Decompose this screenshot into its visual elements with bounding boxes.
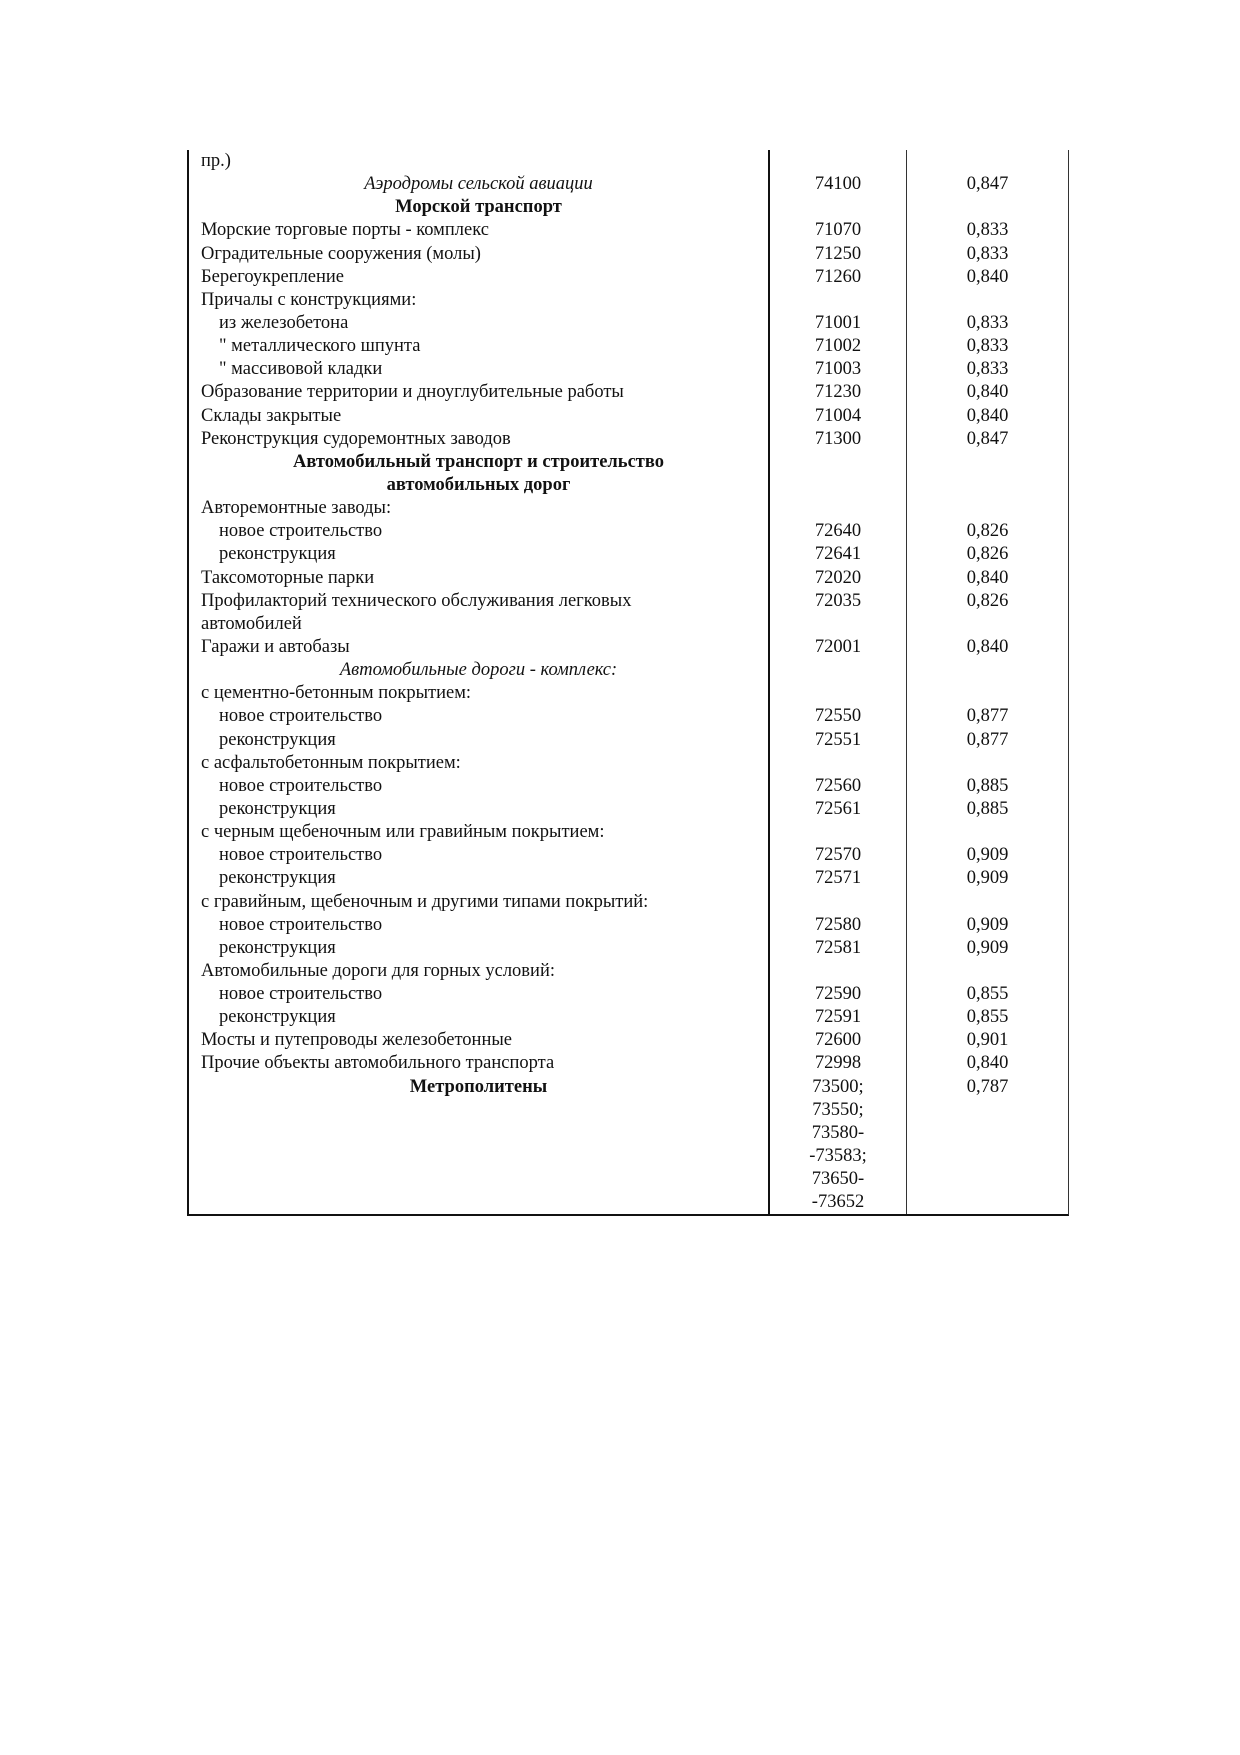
row-code: 71001 [770,312,907,335]
row-name: пр.) [189,150,770,173]
row-name: Причалы с конструкциями: [189,289,770,312]
row-code: 72571 [770,867,907,890]
row-coefficient: 0,833 [966,243,1009,264]
row-name: Автомобильные дороги для горных условий: [189,960,770,983]
row-code: 71260 [770,266,907,289]
table-row [189,1029,1068,1052]
row-code: 72580 [770,914,907,937]
table-row [189,1099,1068,1122]
row-coefficient: 0,847 [966,428,1009,449]
row-coefficient [907,1168,1068,1191]
row-coefficient: 0,833 [966,359,1009,380]
row-coefficient [907,659,1068,682]
row-coefficient: 0,885 [966,798,1009,819]
row-name: реконструкция [189,937,770,960]
row-coefficient [907,289,1068,312]
row-name: Образование территории и дноуглубительные работы [189,381,770,404]
row-coefficient [907,613,1068,636]
row-coefficient: 0,840 [966,636,1009,657]
row-code: 72640 [770,520,907,543]
row-code: 74100 [770,173,907,196]
row-coefficient: 0,840 [966,567,1009,588]
row-code: 72581 [770,937,907,960]
row-code: 72998 [770,1052,907,1075]
table-row [189,729,1068,752]
table-row [189,636,1068,659]
table-row [189,682,1068,705]
row-code: 73650- [770,1168,907,1191]
row-code: 72590 [770,983,907,1006]
row-name [189,1122,770,1145]
row-code [770,891,907,914]
row-coefficient [907,682,1068,705]
row-coefficient [907,821,1068,844]
row-name: Морской транспорт [189,196,770,219]
row-name: Склады закрытые [189,405,770,428]
row-code: 72570 [770,844,907,867]
row-name: с черным щебеночным или гравийным покрытием: [189,821,770,844]
table-row [189,150,1068,173]
row-code: 71004 [770,405,907,428]
table-row [189,497,1068,520]
row-coefficient: 0,909 [966,868,1009,889]
row-coefficient: 0,840 [966,1053,1009,1074]
table-row [189,821,1068,844]
row-code: 71250 [770,243,907,266]
row-code: 71003 [770,358,907,381]
row-code: 72020 [770,567,907,590]
table-row [189,381,1068,404]
table-row [189,844,1068,867]
row-coefficient: 0,909 [966,845,1009,866]
row-code: 72600 [770,1029,907,1052]
row-coefficient [907,451,1068,474]
row-code [770,150,907,173]
row-name: реконструкция [189,729,770,752]
row-name: " массивовой кладки [189,358,770,381]
table-row [189,1052,1068,1075]
row-name: Метрополитены [189,1076,770,1099]
row-code: 72550 [770,705,907,728]
row-code [770,289,907,312]
row-code: 72561 [770,798,907,821]
row-name: реконструкция [189,798,770,821]
table-row [189,1145,1068,1168]
table-row [189,219,1068,242]
row-code [770,196,907,219]
row-name: новое строительство [189,983,770,1006]
row-code [770,960,907,983]
row-name: Оградительные сооружения (молы) [189,243,770,266]
row-coefficient: 0,840 [966,405,1009,426]
table-row [189,196,1068,219]
table-row [189,312,1068,335]
table-row [189,243,1068,266]
row-coefficient: 0,826 [966,521,1009,542]
row-code: 73500; [770,1076,907,1099]
table-row [189,659,1068,682]
coefficients-table [187,150,1069,1216]
row-code: 71300 [770,428,907,451]
table-row [189,1191,1068,1214]
row-name: Автомобильные дороги - комплекс: [189,659,770,682]
table-row [189,613,1068,636]
row-coefficient: 0,833 [966,336,1009,357]
row-code: 71002 [770,335,907,358]
row-name: новое строительство [189,844,770,867]
table-row [189,775,1068,798]
table-row [189,266,1068,289]
row-name: Аэродромы сельской авиации [189,173,770,196]
table-row [189,1006,1068,1029]
table-row [189,960,1068,983]
row-name: Гаражи и автобазы [189,636,770,659]
row-code: 71230 [770,381,907,404]
table-row [189,891,1068,914]
row-name: новое строительство [189,775,770,798]
row-name [189,1191,770,1214]
row-name: Реконструкция судоремонтных заводов [189,428,770,451]
row-code: 72001 [770,636,907,659]
row-code [770,451,907,474]
table-row [189,428,1068,451]
table-row [189,289,1068,312]
row-coefficient [907,1145,1068,1168]
table-row [189,983,1068,1006]
table-row [189,867,1068,890]
table-row [189,590,1068,613]
row-name [189,1099,770,1122]
row-name: из железобетона [189,312,770,335]
table-row [189,335,1068,358]
row-code: 72551 [770,729,907,752]
row-name: с асфальтобетонным покрытием: [189,752,770,775]
row-coefficient [907,1191,1068,1214]
table-row [189,937,1068,960]
row-coefficient: 0,787 [966,1076,1009,1097]
row-code: 72560 [770,775,907,798]
row-name: Профилакторий технического обслуживания легковых [189,590,770,613]
table-row [189,405,1068,428]
row-code: 73580- [770,1122,907,1145]
row-coefficient [907,497,1068,520]
row-name: Мосты и путепроводы железобетонные [189,1029,770,1052]
row-coefficient: 0,855 [966,984,1009,1005]
row-code [770,474,907,497]
row-coefficient [907,196,1068,219]
row-coefficient: 0,909 [966,914,1009,935]
table-row [189,520,1068,543]
row-code [770,821,907,844]
table-row [189,752,1068,775]
table-row [189,705,1068,728]
row-coefficient: 0,901 [966,1030,1009,1051]
row-name: Таксомоторные парки [189,567,770,590]
table-row [189,914,1068,937]
table-row [189,543,1068,566]
row-name: Морские торговые порты - комплекс [189,219,770,242]
row-coefficient [907,1099,1068,1122]
table-row [189,1076,1068,1099]
row-code: -73583; [770,1145,907,1168]
row-name: Берегоукрепление [189,266,770,289]
row-coefficient: 0,833 [966,220,1009,241]
table-row [189,1122,1068,1145]
row-name: Автомобильный транспорт и строительство [189,451,770,474]
row-code [770,613,907,636]
row-name [189,1168,770,1191]
row-name: с гравийным, щебеночным и другими типами покрытий: [189,891,770,914]
row-name: новое строительство [189,705,770,728]
row-name: Прочие объекты автомобильного транспорта [189,1052,770,1075]
row-code: 72591 [770,1006,907,1029]
table-row [189,567,1068,590]
row-name: Авторемонтные заводы: [189,497,770,520]
row-coefficient [907,1122,1068,1145]
row-code: 72035 [770,590,907,613]
row-coefficient: 0,826 [966,544,1009,565]
row-name: новое строительство [189,520,770,543]
row-code: 73550; [770,1099,907,1122]
row-coefficient: 0,840 [966,266,1009,287]
row-code: 72641 [770,543,907,566]
row-name: " металлического шпунта [189,335,770,358]
row-coefficient: 0,877 [966,706,1009,727]
row-coefficient [907,752,1068,775]
row-name: реконструкция [189,867,770,890]
row-coefficient: 0,847 [966,174,1009,195]
row-code [770,659,907,682]
row-name: новое строительство [189,914,770,937]
row-coefficient [907,960,1068,983]
row-name: с цементно-бетонным покрытием: [189,682,770,705]
row-coefficient: 0,885 [966,775,1009,796]
row-name: автомобильных дорог [189,474,770,497]
table-row [189,474,1068,497]
row-coefficient [907,891,1068,914]
row-coefficient [907,150,1068,173]
row-code [770,682,907,705]
table-row [189,173,1068,196]
row-coefficient [907,474,1068,497]
row-name: автомобилей [189,613,770,636]
row-coefficient: 0,855 [966,1007,1009,1028]
row-coefficient: 0,840 [966,382,1009,403]
table-row [189,451,1068,474]
row-coefficient: 0,877 [966,729,1009,750]
row-name: реконструкция [189,1006,770,1029]
row-code: -73652 [770,1191,907,1214]
row-name [189,1145,770,1168]
row-coefficient: 0,826 [966,590,1009,611]
table-row [189,1168,1068,1191]
row-code [770,497,907,520]
table-row [189,358,1068,381]
row-coefficient: 0,833 [966,312,1009,333]
row-coefficient: 0,909 [966,937,1009,958]
row-code: 71070 [770,219,907,242]
row-name: реконструкция [189,543,770,566]
table-row [189,798,1068,821]
row-code [770,752,907,775]
